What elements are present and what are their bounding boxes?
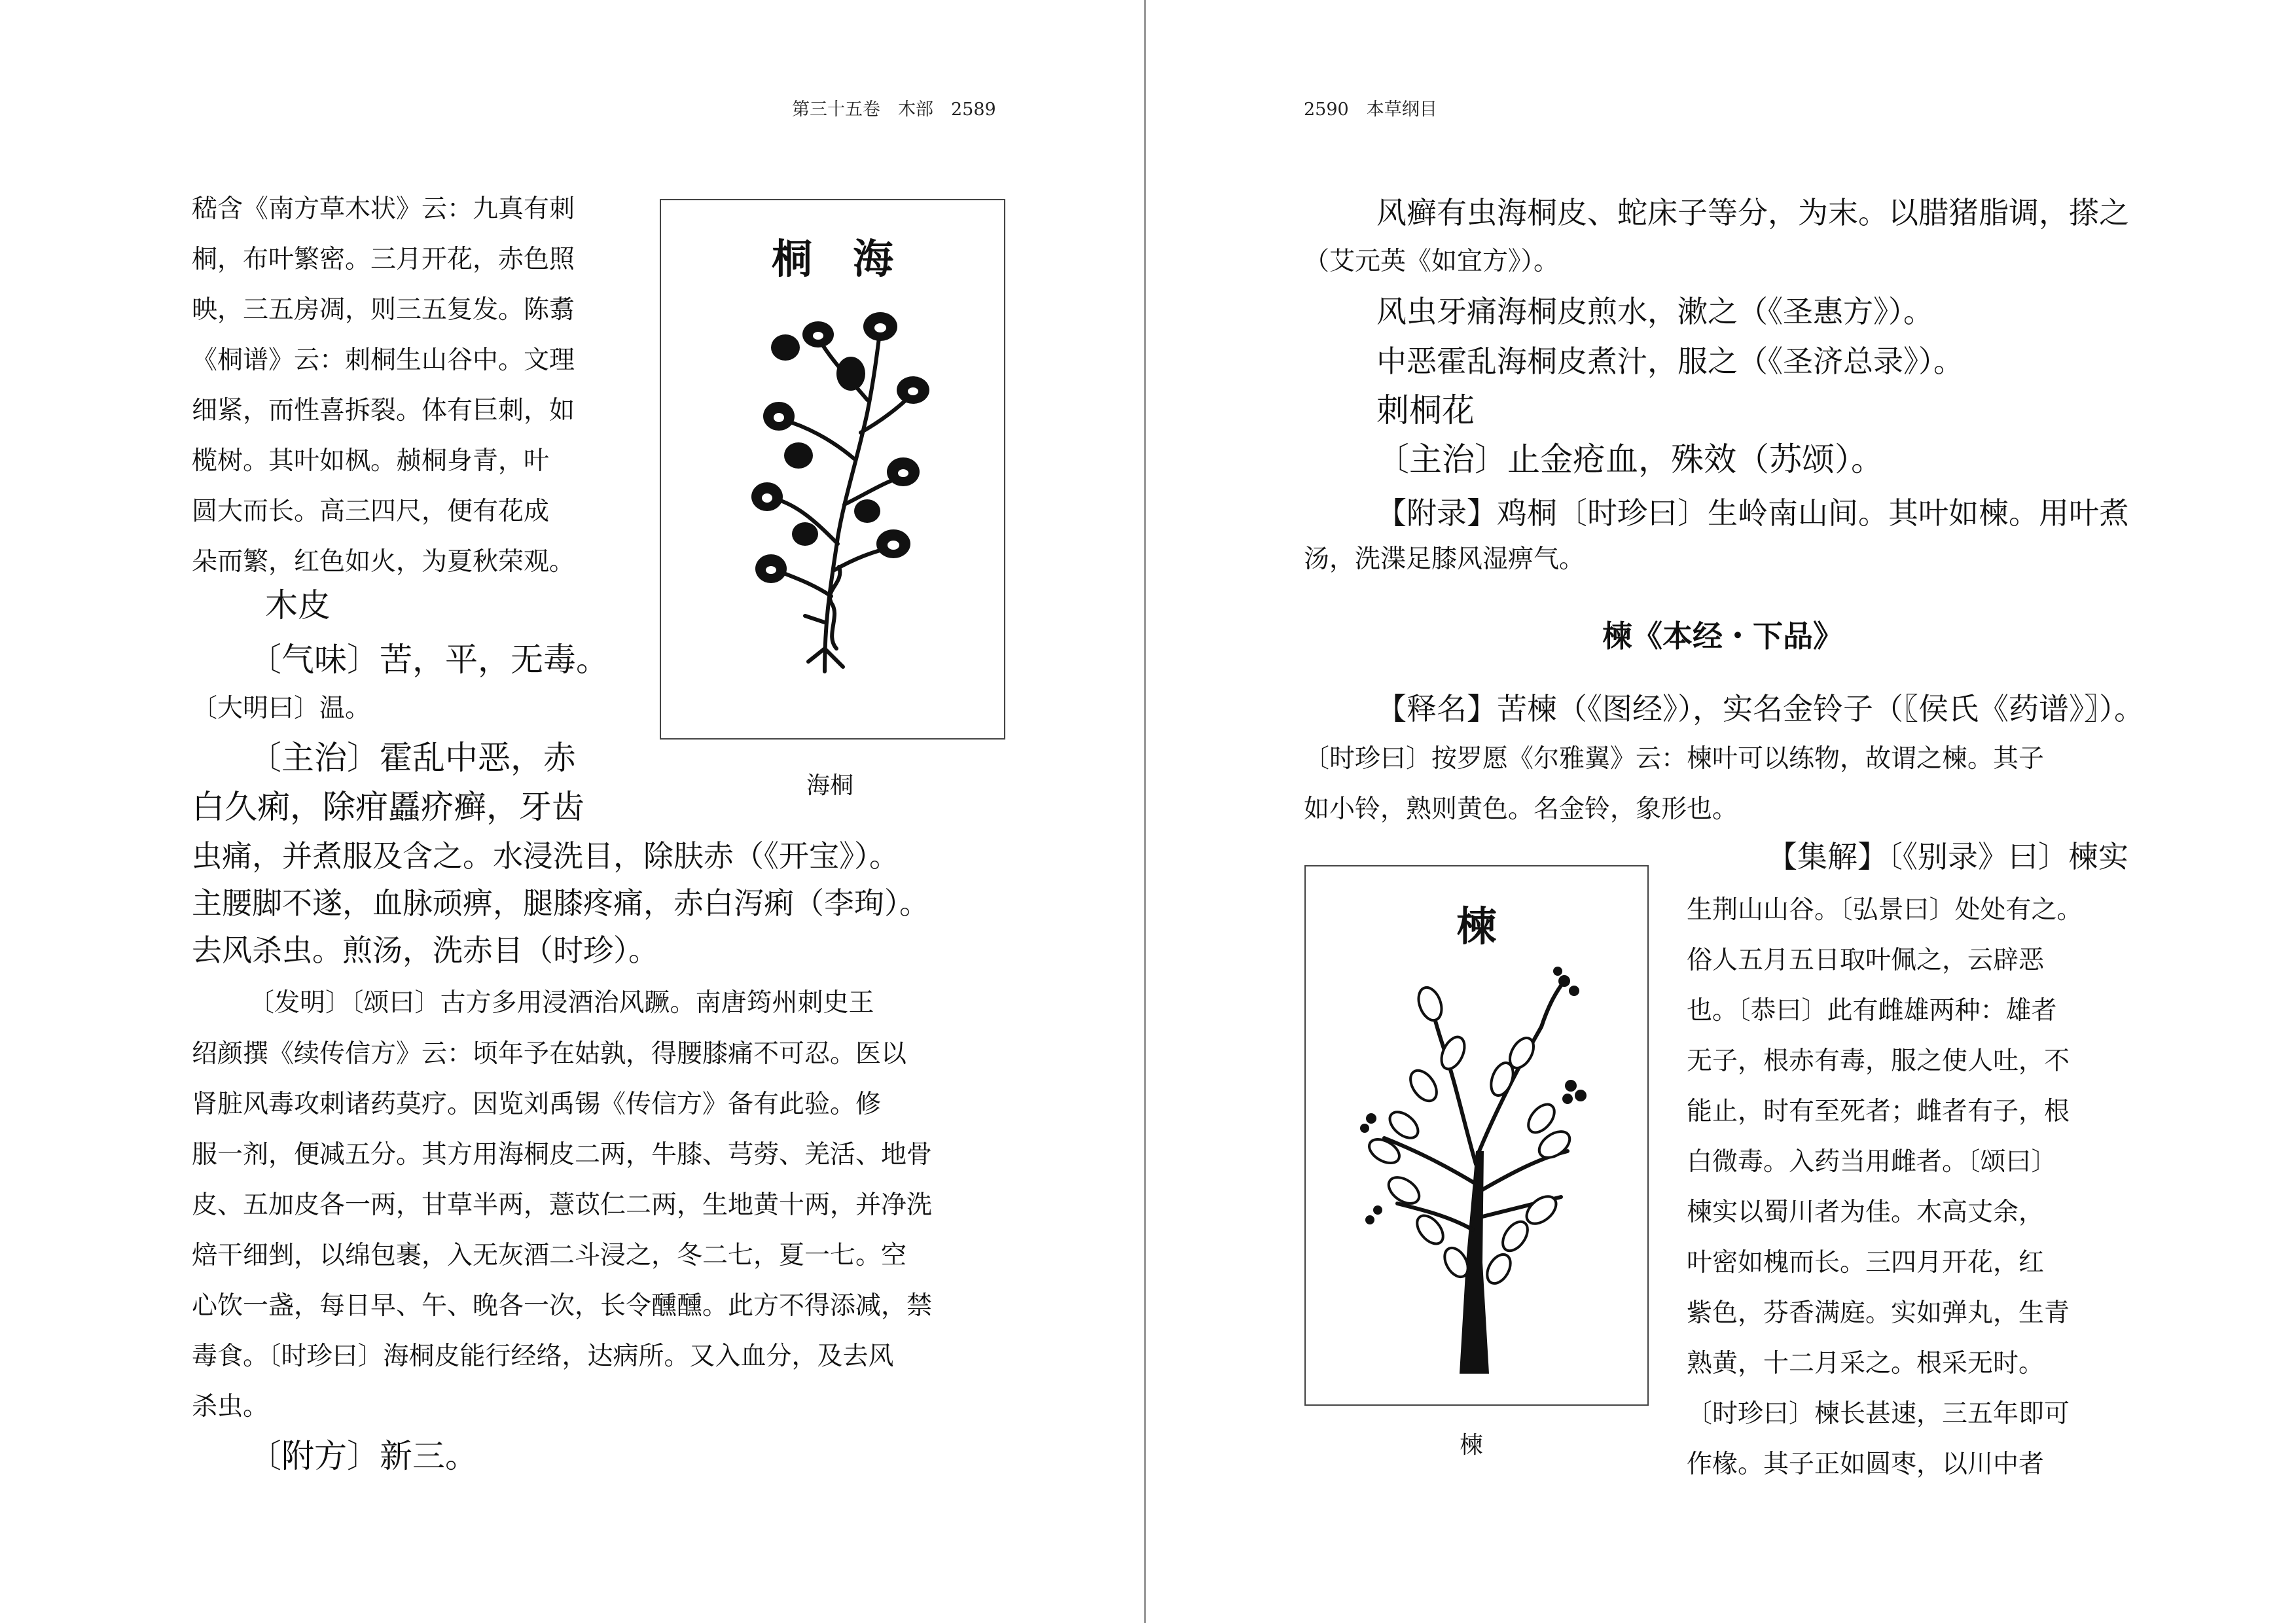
text-line: 去风杀虫。煎汤，洗赤目（时珍）。	[192, 933, 658, 968]
text-line: 俗人五月五日取叶佩之，云辟恶	[1687, 946, 2045, 975]
text-line: 《桐谱》云：刺桐生山谷中。文理	[192, 346, 575, 375]
text-line: 无子，根赤有毒，服之使人吐，不	[1687, 1046, 2070, 1076]
running-head-left: 第三十五卷 木部 2589	[792, 99, 996, 120]
text-line: 焙干细剉，以绵包裹，入无灰酒二斗浸之，冬二七，夏一七。空	[192, 1241, 907, 1270]
text-line: 〔时珍曰〕按罗愿《尔雅翼》云：楝叶可以练物，故谓之楝。其子	[1304, 744, 2045, 774]
text-line: 白久痢，除疳䘌疥癣，牙齿	[192, 788, 584, 826]
entry-heading-lian: 楝《本经・下品》	[1602, 618, 1843, 654]
text-line: 〔大明曰〕温。	[192, 694, 371, 723]
qiwei-heading: 〔气味〕苦，平，无毒。	[249, 641, 609, 679]
text-line: 毒食。〔时珍曰〕海桐皮能行经络，达病所。又入血分，及去风	[192, 1342, 894, 1371]
text-line: 主腰脚不遂，血脉顽痹，腿膝疼痛，赤白泻痢（李珣）。	[192, 885, 929, 921]
text-line: 作椽。其子正如圆枣，以川中者	[1687, 1450, 2045, 1479]
text-line: 朵而繁，红色如火，为夏秋荣观。	[192, 547, 575, 577]
fufang-heading: 〔附方〕新三。	[249, 1437, 478, 1475]
text-line: 服一剂，便减五分。其方用海桐皮二两，牛膝、芎䓖、羌活、地骨	[192, 1140, 933, 1169]
prescription-line: 风癣有虫海桐皮、蛇床子等分，为末。以腊猪脂调，搽之	[1376, 195, 2129, 230]
text-line: （艾元英《如宜方》）。	[1304, 247, 1560, 276]
text-line: 也。〔恭曰〕此有雌雄两种：雄者	[1687, 996, 2057, 1026]
lian-figure-frame	[1304, 865, 1649, 1406]
running-head-right: 2590 本草纲目	[1304, 99, 1437, 120]
text-line: 圆大而长。高三四尺，便有花成	[192, 497, 550, 526]
section-heading: 木皮	[265, 586, 331, 624]
text-line: 生荆山山谷。〔弘景曰〕处处有之。	[1687, 895, 2083, 925]
text-line: 能止，时有至死者；雌者有子，根	[1687, 1097, 2070, 1126]
shiming-line: 【释名】苦楝（《图经》），实名金铃子（〖侯氏《药谱》〗）。	[1376, 691, 2144, 726]
zhuzhi-heading: 〔主治〕霍乱中恶，赤	[249, 739, 576, 777]
haitong-figure-frame	[660, 199, 1005, 740]
text-line: 汤，洗渫足膝风湿痹气。	[1304, 544, 1585, 574]
text-line: 细紧，而性喜拆裂。体有巨刺，如	[192, 396, 575, 425]
text-line: 杀虫。	[192, 1392, 269, 1421]
book-spine	[1144, 0, 1146, 1623]
text-line: 如小铃，熟则黄色。名金铃，象形也。	[1304, 794, 1738, 824]
left-page	[0, 0, 1144, 1623]
right-page	[1152, 0, 2296, 1623]
text-line: 心饮一盏，每日早、午、晚各一次，长令醺醺。此方不得添减，禁	[192, 1291, 933, 1321]
jijie-line: 【集解】〔《别录》曰〕楝实	[1767, 839, 2128, 874]
text-line: 桐，布叶繁密。三月开花，赤色照	[192, 245, 575, 274]
zhuzhi-heading: 〔主治〕止金疮血，殊效（苏颂）。	[1376, 440, 1884, 478]
text-line: 肾脏风毒攻刺诸药莫疗。因览刘禹锡《传信方》备有此验。修	[192, 1090, 882, 1119]
text-line: 楝实以蜀川者为佳。木高丈余，	[1687, 1198, 2045, 1227]
text-line: 榄树。其叶如枫。赪桐身青，叶	[192, 446, 550, 476]
text-line: 叶密如槐而长。三四月开花，红	[1687, 1248, 2045, 1277]
text-line: 虫痛，并煮服及含之。水浸洗目，除肤赤（《开宝》）。	[192, 838, 899, 874]
text-line: 〔时珍曰〕楝长甚速，三五年即可	[1687, 1399, 2070, 1429]
text-line: 嵇含《南方草木状》云：九真有刺	[192, 194, 575, 224]
lian-tree-icon	[1345, 955, 1607, 1374]
text-line: 映，三五房凋，则三五复发。陈翥	[192, 295, 575, 325]
text-line: 熟黄，十二月采之。根采无时。	[1687, 1349, 2045, 1378]
figure-caption: 楝	[1460, 1432, 1484, 1459]
haitong-plant-icon	[726, 308, 936, 675]
prescription-line: 风虫牙痛海桐皮煎水，漱之（《圣惠方》）。	[1376, 294, 1933, 329]
text-line: 紫色，芬香满庭。实如弹丸，生青	[1687, 1298, 2070, 1328]
text-line: 皮、五加皮各一两，甘草半两，薏苡仁二两，生地黄十两，并净洗	[192, 1190, 933, 1220]
prescription-line: 中恶霍乱海桐皮煮汁，服之（《圣济总录》）。	[1376, 344, 1964, 379]
fulu-line: 【附录】鸡桐〔时珍曰〕生岭南山间。其叶如楝。用叶煮	[1376, 495, 2129, 531]
faming-paragraph: 〔发明〕〔颂曰〕古方多用浸酒治风蹶。南唐筠州刺史王	[249, 988, 874, 1018]
section-heading: 刺桐花	[1376, 391, 1475, 429]
text-line: 白微毒。入药当用雌者。〔颂曰〕	[1687, 1147, 2057, 1177]
figure-caption: 海桐	[806, 772, 854, 799]
figure-title: 桐 海	[771, 235, 893, 283]
figure-title: 楝	[1456, 902, 1497, 950]
text-line: 绍颜撰《续传信方》云：顷年予在姑孰，得腰膝痛不可忍。医以	[192, 1039, 907, 1069]
